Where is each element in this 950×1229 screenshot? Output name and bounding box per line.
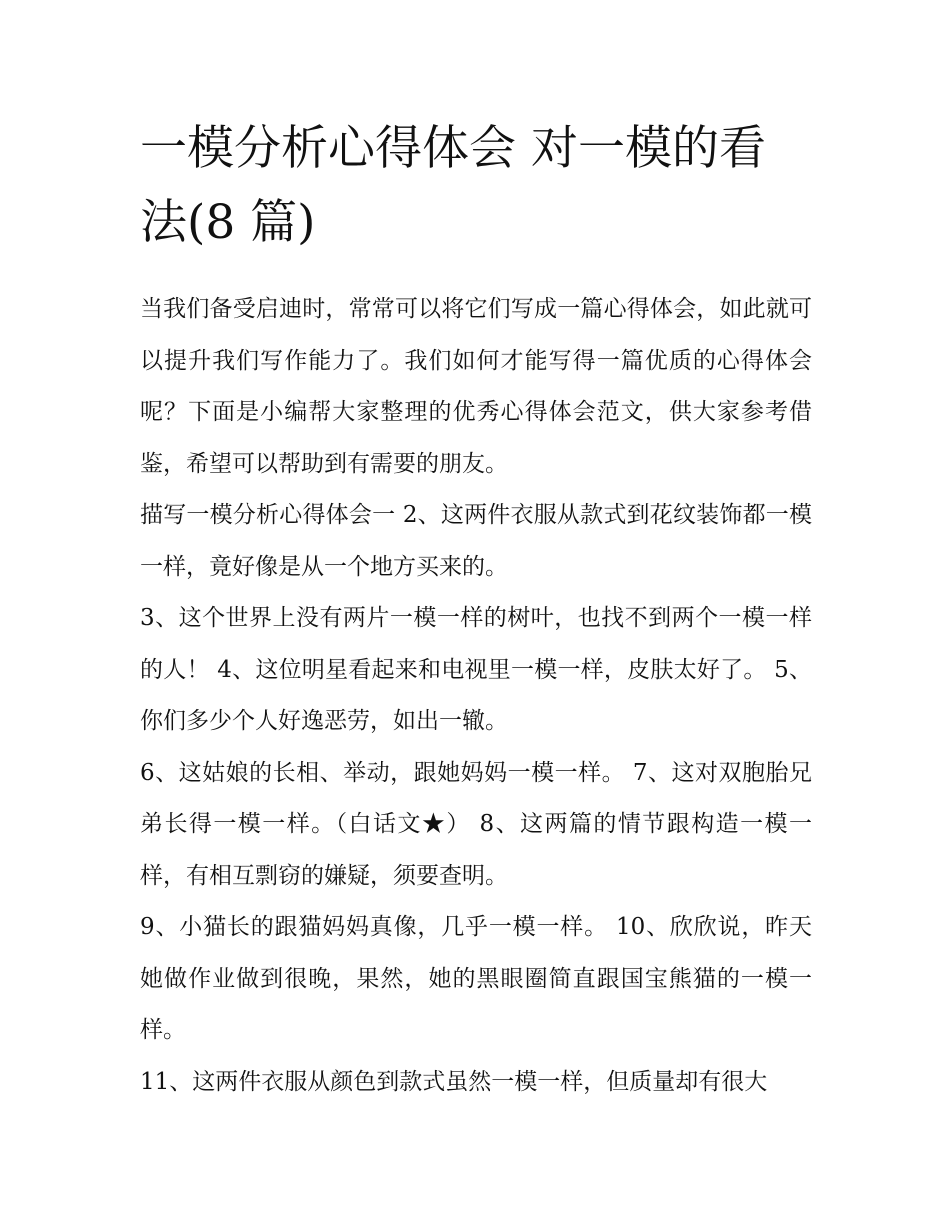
paragraph-2: 3、这个世界上没有两片一模一样的树叶，也找不到两个一模一样的人！ 4、这位明星看起来和电视里一模一样，皮肤太好了。 5、你们多少个人好逸恶劳，如出一辙。: [140, 605, 812, 734]
paragraph-4: 9、小猫长的跟猫妈妈真像，几乎一模一样。 10、欣欣说，昨天她做作业做到很晚，果然，她的黑眼圈简直跟国宝熊猫的一模一样。: [140, 914, 812, 1043]
paragraph-3: 6、这姑娘的长相、举动，跟她妈妈一模一样。 7、这对双胞胎兄弟长得一模一样。（白话文★） 8、这两篇的情节跟构造一模一样，有相互剽窃的嫌疑，须要查明。: [140, 759, 812, 889]
paragraph-5: 11、这两件衣服从颜色到款式虽然一模一样，但质量却有很大: [140, 1068, 768, 1095]
document-page: [140, 112, 812, 1108]
document-title: 一模分析心得体会 对一模的看法(8 篇): [140, 121, 766, 250]
paragraph-1: 描写一模分析心得体会一 2、这两件衣服从款式到花纹装饰都一模一样，竟好像是从一个地方买来的。: [140, 502, 812, 580]
paragraph-intro: 当我们备受启迪时，常常可以将它们写成一篇心得体会，如此就可以提升我们写作能力了。我们如何才能写得一篇优质的心得体会呢？下面是小编帮大家整理的优秀心得体会范文，供大家参考借鉴，希望可以帮助到有需要的朋友。: [140, 296, 812, 477]
